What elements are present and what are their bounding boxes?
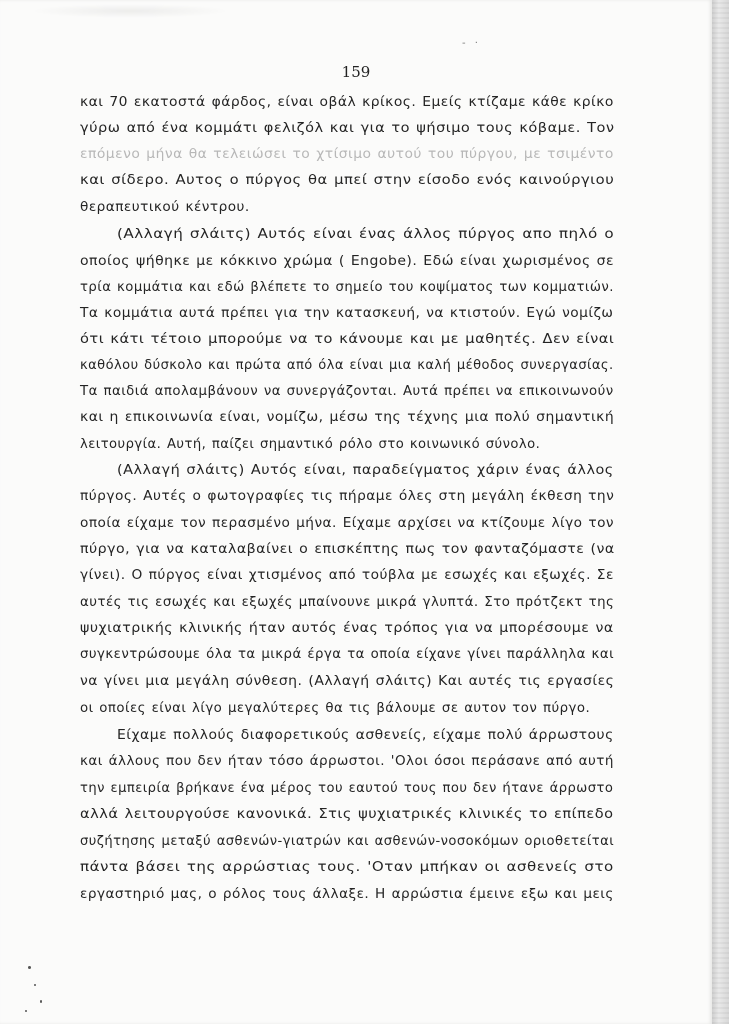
text-line: πάντα βάσει της αρρώστιας τους. 'Οταν μπήκαν οι ασθενείς στο <box>80 860 614 875</box>
text-line: και 70 εκατοστά φάρδος, είναι οβάλ κρίκος. Εμείς κτίζαμε κάθε κρίκο <box>80 95 614 110</box>
text-line: την εμπειρία βρήκανε ένα μέρος του εαυτού τους που δεν ήτανε άρρωστο <box>80 781 614 796</box>
text-line: αυτές τις εσωχές και εξωχές μπαίνουνε μικρά γλυπτά. Στο πρότζεκτ της <box>80 595 615 610</box>
text-line: Τα κομμάτια αυτά πρέπει για την κατασκευή, να κτιστούν. Εγώ νομίζω <box>80 306 614 321</box>
text-line: (Αλλαγή σλάιτς) Αυτός είναι ένας άλλος πύργος απο πηλό ο <box>117 227 615 242</box>
text-line: να γίνει μια μεγάλη σύνθεση. (Αλλαγή σλάιτς) Και αυτές τις εργασίες <box>80 674 615 689</box>
text-line: οι οποίες είναι λίγο μεγαλύτερες θα τις βάλουμε σε αυτον τον πύργο. <box>80 701 591 716</box>
pen-mark: - · <box>462 38 481 49</box>
text-line: και σίδερο. Αυτος ο πύργος θα μπεί στην είσοδο ενός καινούργιου <box>80 173 615 188</box>
text-line: συγκεντρώσουμε όλα τα μικρά έργα τα οποία είχανε γίνει παράλληλα και <box>80 647 615 662</box>
text-line: ότι κάτι τέτοιο μπορούμε να το κάνουμε και με μαθητές. Δεν είναι <box>80 332 615 347</box>
text-line: αλλά λειτουργούσε κανονικά. Στις ψυχιατρικές κλινικές το επίπεδο <box>80 807 614 822</box>
scan-speck <box>40 1000 42 1003</box>
scan-edge <box>712 0 729 1024</box>
text-line: πύργος. Αυτές ο φωτογραφίες τις πήραμε όλες στη μεγάλη έκθεση την <box>80 489 615 504</box>
text-line: θεραπευτικού κέντρου. <box>80 200 250 215</box>
page-number: 159 <box>341 63 371 81</box>
text-line: Τα παιδιά απολαμβάνουν να συνεργάζονται. Αυτά πρέπει να επικοινωνούν <box>80 384 614 399</box>
scan-speck <box>25 1010 27 1012</box>
text-line: καθόλου δύσκολο και πρώτα από όλα είναι μια καλή μέθοδος συνεργασίας. <box>80 358 614 373</box>
text-line: γύρω από ένα κομμάτι φελιζόλ και για το ψήσιμο τους κόβαμε. Τον <box>80 121 615 136</box>
scan-smudge <box>30 4 230 18</box>
text-line: (Αλλαγή σλάιτς) Αυτός είναι, παραδείγματος χάριν ένας άλλος <box>117 463 614 478</box>
text-line: πύργο, για να καταλαβαίνει ο επισκέπτης πως τον φανταζόμαστε (να <box>80 542 615 557</box>
scan-speck <box>28 966 31 969</box>
text-line: γίνει). Ο πύργος είναι χτισμένος από τούβλα με εσωχές και εξωχές. Σε <box>80 568 614 583</box>
text-line: εργαστηριό μας, ο ρόλος τους άλλαξε. Η αρρώστια έμεινε εξω και μεις <box>80 887 614 902</box>
scan-speck <box>34 984 36 986</box>
text-line: επόμενο μήνα θα τελειώσει το χτίσιμο αυτού του πύργου, με τσιμέντο <box>80 147 614 162</box>
text-line: τρία κομμάτια και εδώ βλέπετε το σημείο του κοψίματος των κομματιών. <box>80 280 614 295</box>
text-line: οποίος ψήθηκε με κόκκινο χρώμα ( Engobe). Εδώ είναι χωρισμένος σε <box>80 254 615 269</box>
text-line: λειτουργία. Αυτή, παίζει σημαντικό ρόλο στο κοινωνικό σύνολο. <box>80 437 541 452</box>
text-line: και η επικοινωνία είναι, νομίζω, μέσω της τέχνης μια πολύ σημαντική <box>80 410 615 425</box>
text-line: και άλλους που δεν ήταν τόσο άρρωστοι. 'Ολοι όσοι περάσανε από αυτή <box>80 754 614 769</box>
text-line: ψυχιατρικής κλινικής ήταν αυτός ένας τρόπος για να μπορέσουμε να <box>80 621 614 636</box>
text-line: Είχαμε πολλούς διαφορετικούς ασθενείς, είχαμε πολύ άρρωστους <box>117 728 614 743</box>
text-line: συζήτησης μεταξύ ασθενών-γιατρών και ασθενών-νοσοκόμων οριοθετείται <box>80 834 615 849</box>
text-line: οποία είχαμε τον περασμένο μήνα. Είχαμε αρχίσει να κτίζουμε λίγο τον <box>80 516 615 531</box>
